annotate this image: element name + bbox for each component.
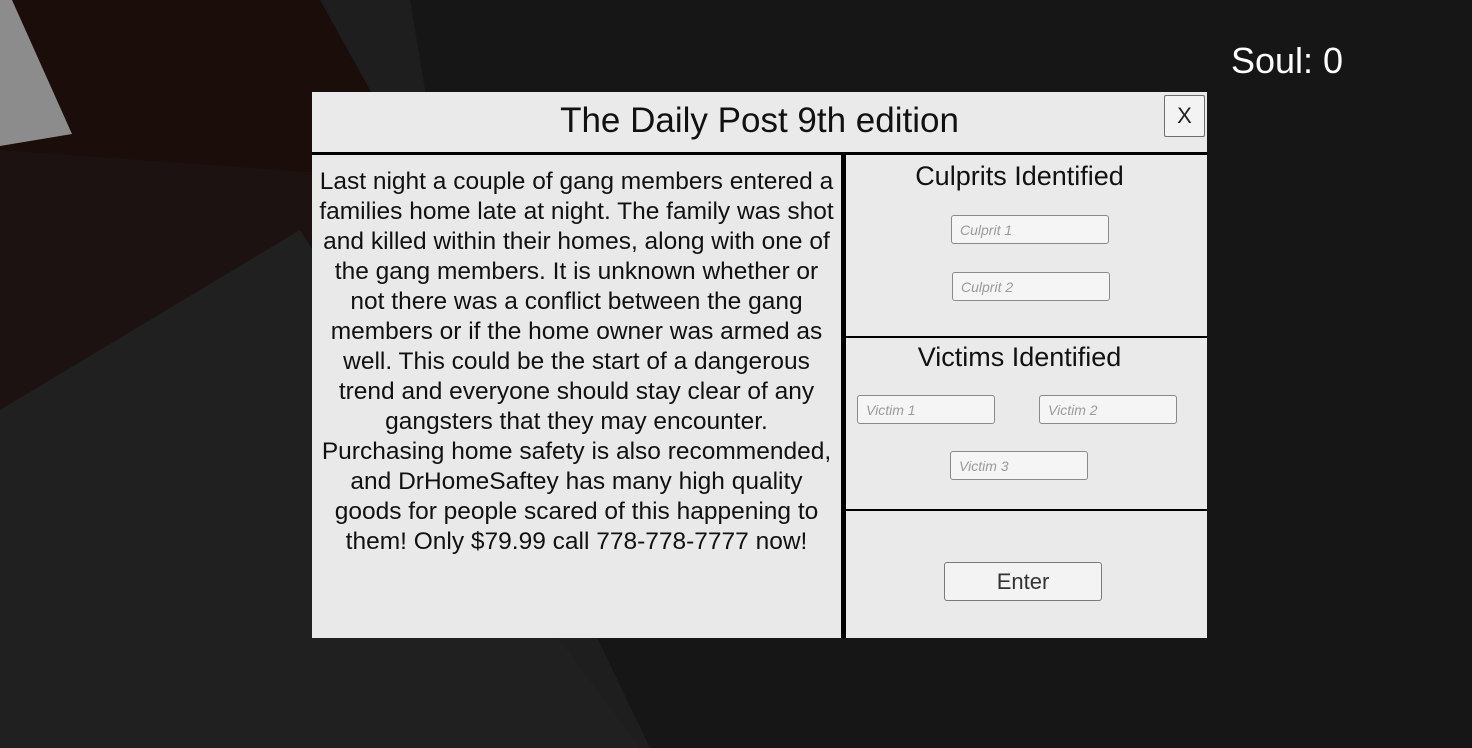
culprits-heading: Culprits Identified: [915, 161, 1124, 191]
soul-counter-label: Soul: 0: [1231, 40, 1344, 81]
victim-3-input[interactable]: [950, 451, 1088, 480]
newspaper-dialog: [312, 92, 1207, 638]
article-paragraph-2: Purchasing home safety is also recommended, and DrHomeSaftey has many high quality goods for people scared of this happening to them! Only $79.99 call 778-778-7777 now!: [321, 438, 832, 555]
newspaper-title: [312, 92, 1207, 153]
article-body: [312, 155, 841, 638]
victims-panel: [846, 338, 1207, 509]
article-paragraph-1: Last night a couple of gang members entered a families home late at night. The family was shot and killed within their homes, along with one of the gang members. It is unknown whether or not there was a conflict between the gang members or if the home owner was armed as well. This could be the start of a dangerous trend and everyone should stay clear of any gangsters that they may encounter.: [319, 168, 834, 435]
victim-1-input[interactable]: [857, 395, 995, 424]
culprits-panel: [846, 155, 1207, 336]
enter-button[interactable]: Enter: [944, 562, 1102, 601]
newspaper-title-text: The Daily Post 9th edition: [560, 101, 959, 140]
soul-counter: [1231, 40, 1343, 82]
newspaper-header: [312, 92, 1207, 153]
victims-heading: Victims Identified: [917, 342, 1122, 372]
victim-2-input[interactable]: [1039, 395, 1177, 424]
culprit-1-input[interactable]: [951, 215, 1109, 244]
culprit-2-input[interactable]: [952, 272, 1110, 301]
close-button[interactable]: X: [1164, 95, 1205, 137]
